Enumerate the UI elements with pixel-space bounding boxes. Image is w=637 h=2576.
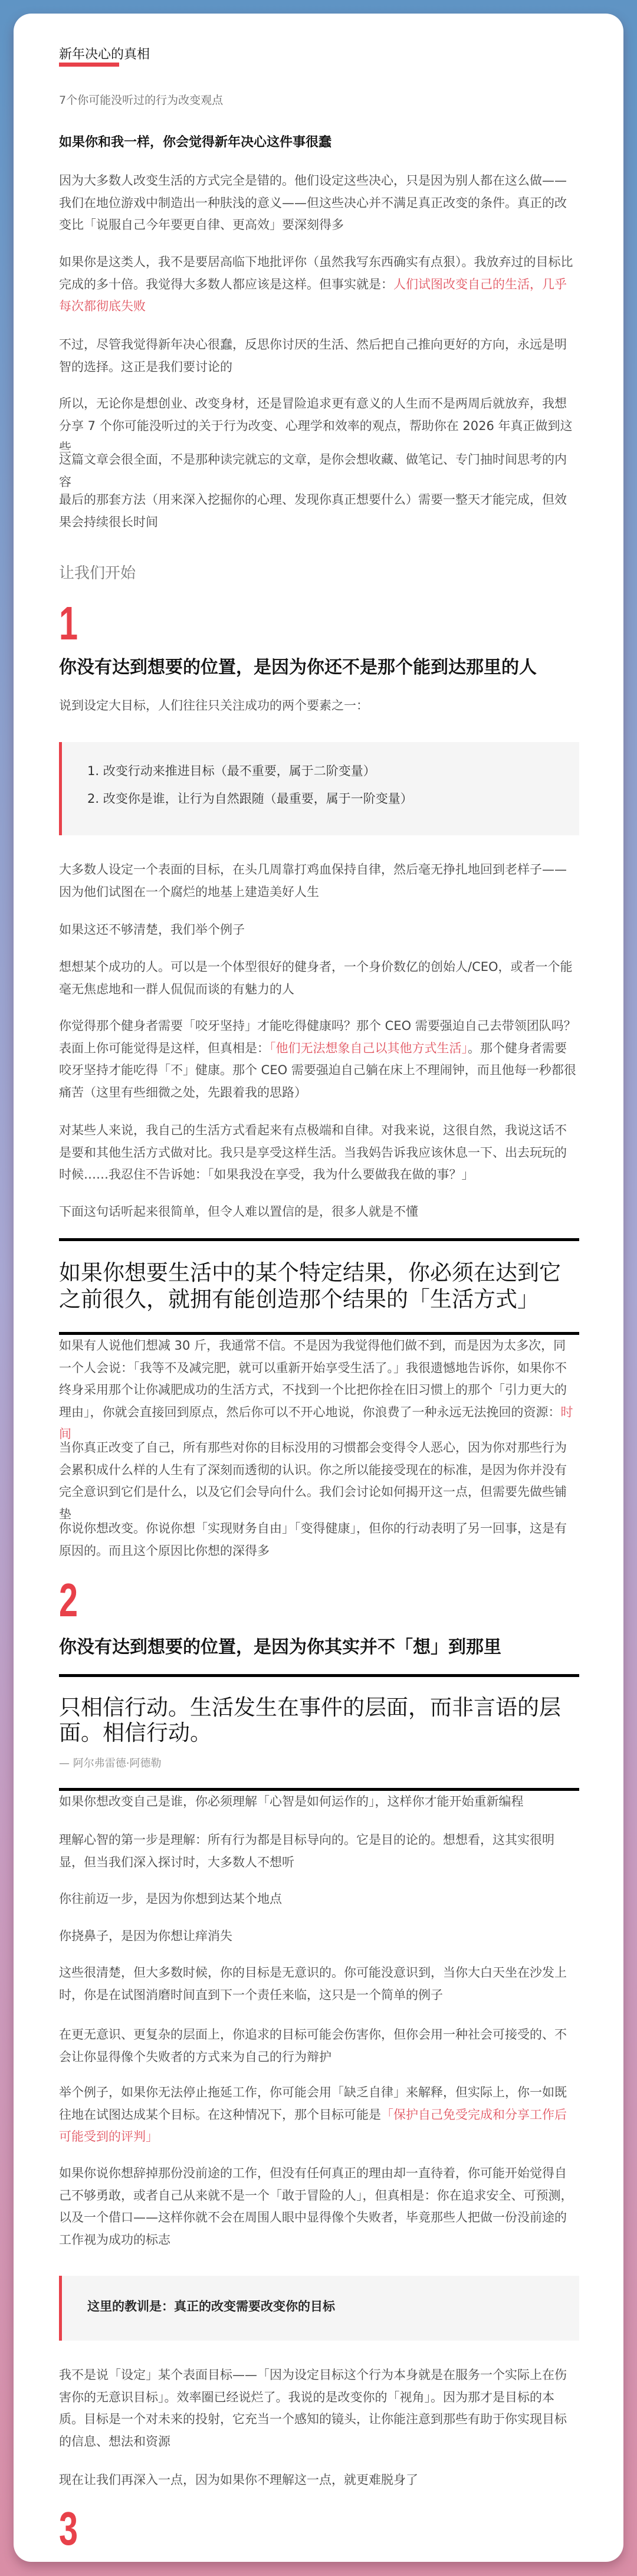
title-underline bbox=[59, 63, 119, 67]
paragraph: 最后的那套方法（用来深入挖掘你的心理、发现你真正想要什么）需要一整天才能完成，但效果会持续很长时间 bbox=[59, 493, 567, 529]
divider-bar bbox=[59, 1674, 579, 1677]
intro-heading: 如果你和我一样，你会觉得新年决心这件事很蠢 bbox=[59, 135, 332, 150]
paragraph bbox=[59, 2082, 577, 2148]
paragraph: 在更无意识、更复杂的层面上，你追求的目标可能会伤害你，但你会用一种社会可接受的、不会让你显得像个失败者的方式来为自己的行为辩护 bbox=[59, 2027, 567, 2064]
highlight: 人们试图改变自己的生活，几乎每次都彻底失败 bbox=[59, 277, 567, 313]
text: 你觉得那个健身者需要「咬牙坚持」才能吃得健康吗？那个 CEO 需要强迫自己去带领团队吗？表面上你可能觉得是这样，但真相是： bbox=[59, 1019, 576, 1055]
callout-text: 这里的教训是：真正的改变需要改变你的目标 bbox=[87, 2299, 335, 2314]
section-heading: 你没有达到想要的位置，是因为你还不是那个能到达那里的人 bbox=[59, 657, 537, 678]
list-item: 1. 改变行动来推进目标（最不重要，属于二阶变量） bbox=[87, 764, 376, 778]
section-number: 3 bbox=[59, 2502, 78, 2555]
paragraph: 所以，无论你是想创业、改变身材，还是冒险追求更有意义的人生而不是两周后就放弃，我想分享 7 个你可能没听过的关于行为改变、心理学和效率的观点，帮助你在 2026 年真正做到这些 bbox=[59, 396, 573, 455]
paragraph: 你往前迈一步，是因为你想到达某个地点 bbox=[59, 1892, 282, 1906]
quote-attribution: — 阿尔弗雷德·阿德勒 bbox=[59, 1757, 162, 1770]
pull-quote: 只相信行动。生活发生在事件的层面，而非言语的层面。相信行动。 bbox=[59, 1695, 561, 1745]
list-item: 2. 改变你是谁，让行为自然跟随（最重要，属于一阶变量） bbox=[87, 792, 413, 806]
article-title: 新年决心的真相 bbox=[59, 47, 150, 62]
section-number: 1 bbox=[59, 597, 78, 649]
paragraph: 想想某个成功的人。可以是一个体型很好的健身者，一个身价数亿的创始人/CEO，或者一个能毫无焦虑地和一群人侃侃而谈的有魅力的人 bbox=[59, 960, 573, 996]
section-number: 2 bbox=[59, 1574, 78, 1626]
paragraph: 这篇文章会很全面，不是那种读完就忘的文章，是你会想收藏、做笔记、专门抽时间思考的内容 bbox=[59, 452, 567, 489]
paragraph: 这些很清楚，但大多数时候，你的目标是无意识的。你可能没意识到，当你大白天坐在沙发上时，你是在试图消磨时间直到下一个责任来临，这只是一个简单的例子 bbox=[59, 1965, 567, 2002]
text: 。那个健身者需要咬牙坚持才能吃得「不」健康。那个 CEO 需要强迫自己躺在床上不理闹钟，而且他每一秒都很痛苦（这里有些细微之处，先跟着我的思路） bbox=[59, 1041, 576, 1100]
paragraph: 说到设定大目标，人们往往只关注成功的两个要素之一： bbox=[59, 698, 369, 713]
text: 举个例子，如果你无法停止拖延工作，你可能会用「缺乏自律」来解释，但实际上，你一如既往地在试图达成某个目标。在这种情况下，那个目标可能是 bbox=[59, 2085, 567, 2122]
list-box bbox=[59, 742, 579, 835]
paragraph: 对某些人来说，我自己的生活方式看起来有点极端和自律。对我来说，这很自然，我说这话不是要和其他生活方式做对比。我只是享受这样生活。当我妈告诉我应该休息一下、出去玩玩的时候……我忍住不告诉她：「如果我没在享受，我为什么要做我在做的事？」 bbox=[59, 1123, 567, 1182]
paragraph: 当你真正改变了自己，所有那些对你的目标没用的习惯都会变得令人恶心，因为你对那些行为会累积成什么样的人生有了深刻而透彻的认识。你之所以能接受现在的标准，是因为你并没有完全意识到它们是什么，以及它们会导向什么。我们会讨论如何揭开这一点，但需要先做些铺垫 bbox=[59, 1440, 567, 1521]
paragraph: 下面这句话听起来很简单，但令人难以置信的是，很多人就是不懂 bbox=[59, 1205, 418, 1219]
paragraph: 现在让我们再深入一点，因为如果你不理解这一点，就更难脱身了 bbox=[59, 2473, 418, 2487]
paragraph: 如果你说你想辞掉那份没前途的工作，但没有任何真正的理由却一直待着，你可能开始觉得自己不够勇敢，或者自己从来就不是一个「敢于冒险的人」，但真相是：你在追求安全、可预测，以及一个借口——这样你就不会在周围人眼中显得像个失败者，毕竟那些人把做一份没前途的工作视为成功的标志 bbox=[59, 2166, 573, 2247]
pull-quote: 如果你想要生活中的某个特定结果，你必须在达到它之前很久，就拥有能创造那个结果的「生活方式」 bbox=[59, 1260, 561, 1312]
paragraph: 如果你想改变自己是谁，你必须理解「心智是如何运作的」，这样你才能开始重新编程 bbox=[59, 1794, 524, 1809]
callout-box bbox=[59, 2276, 579, 2341]
highlight: 时间 bbox=[59, 1405, 573, 1441]
paragraph bbox=[59, 1015, 577, 1104]
article-subtitle: 7个你可能没听过的行为改变观点 bbox=[59, 94, 224, 107]
lets-start-label: 让我们开始 bbox=[59, 565, 136, 582]
paragraph bbox=[59, 251, 577, 318]
paragraph: 如果这还不够清楚，我们举个例子 bbox=[59, 923, 245, 937]
paragraph: 大多数人设定一个表面的目标，在头几周靠打鸡血保持自律，然后毫无挣扎地回到老样子——因为他们试图在一个腐烂的地基上建造美好人生 bbox=[59, 862, 567, 899]
paragraph: 不过，尽管我觉得新年决心很蠢，反思你讨厌的生活、然后把自己推向更好的方向，永远是明智的选择。这正是我们要讨论的 bbox=[59, 337, 567, 374]
paragraph: 因为大多数人改变生活的方式完全是错的。他们设定这些决心，只是因为别人都在这么做——我们在地位游戏中制造出一种肤浅的意义——但这些决心并不满足真正改变的条件。真正的改变比「说服自己今年要更自律、更高效」要深刻得多 bbox=[59, 173, 567, 232]
divider-bar bbox=[59, 1238, 579, 1241]
paragraph: 我不是说「设定」某个表面目标——「因为设定目标这个行为本身就是在服务一个实际上在伤害你的无意识目标」。效率圈已经说烂了。我说的是改变你的「视角」。因为那才是目标的本质。目标是一个对未来的投射，它充当一个感知的镜头，让你能注意到那些有助于你实现目标的信息、想法和资源 bbox=[59, 2368, 567, 2449]
paragraph bbox=[59, 1335, 577, 1446]
paragraph: 你挠鼻子，是因为你想让痒消失 bbox=[59, 1929, 232, 1943]
paragraph: 你说你想改变。你说你想「实现财务自由」「变得健康」，但你的行动表明了另一回事，这是有原因的。而且这个原因比你想的深得多 bbox=[59, 1521, 567, 1558]
highlight: 「保护自己免受完成和分享工作后可能受到的评判」 bbox=[59, 2107, 567, 2144]
text: 如果你是这类人，我不是要居高临下地批评你（虽然我写东西确实有点狠）。我放弃过的目标比完成的多十倍。我觉得大多数人都应该是这样。但事实就是： bbox=[59, 255, 573, 291]
highlight: 「他们无法想象自己以其他方式生活」 bbox=[270, 1041, 468, 1055]
text: 如果有人说他们想减 30 斤，我通常不信。不是因为我觉得他们做不到，而是因为太多次，同一个人会说：「我等不及减完肥，就可以重新开始享受生活了。」我很遗憾地告诉你，如果你不终身采用那个让你减肥成功的生活方式，不找到一个比把你拴在旧习惯上的那个「引力更大的理由」，你就会直接回到原点，然后你可以不开心地说，你浪费了一种永远无法挽回的资源： bbox=[59, 1338, 567, 1419]
section-heading: 你没有达到想要的位置，是因为你其实并不「想」到那里 bbox=[59, 1637, 501, 1658]
paragraph: 理解心智的第一步是理解：所有行为都是目标导向的。它是目的论的。想想看，这其实很明显，但当我们深入探讨时，大多数人不想听 bbox=[59, 1833, 554, 1869]
